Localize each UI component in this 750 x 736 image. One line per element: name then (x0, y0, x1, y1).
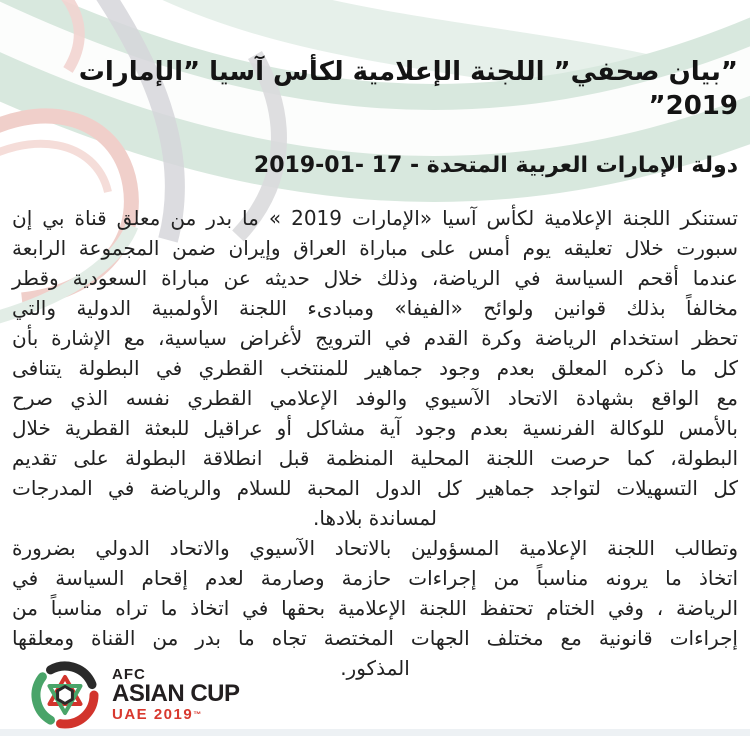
body-line: الرياضة ، وفي الختام تحتفظ اللجنة الإعلامية بحقها في اتخاذ ما تراه مناسباً من (12, 596, 738, 621)
logo-afc-text: AFC (112, 666, 146, 683)
body-line-closing: لمساندة بلادها. (313, 506, 437, 531)
press-release-body (12, 203, 738, 683)
body-line-closing: المذكور. (340, 656, 410, 681)
logo-uae-2019-text (112, 706, 240, 723)
body-line: اتخاذ ما يرونه مناسباً من إجراءات حازمة وصارمة لعدم إقحام السياسة في (12, 566, 738, 591)
logo-wordmark (112, 667, 240, 723)
body-line: البطولة، كما حرصت اللجنة المحلية المنظمة قبل انطلاقة البطولة على تقديم (12, 446, 738, 471)
body-line: إجراءات قانونية مع مختلف الجهات المختصة تجاه ما بدر من القناة ومعلقها (12, 626, 738, 651)
body-line: عندما أقحم السياسة في الرياضة، وذلك خلال حديثه عن مباراة السعودية وقطر (12, 266, 738, 291)
afc-emblem-icon (28, 658, 102, 732)
body-line: كل التسهيلات لتواجد جماهير كل الدول المحبة للسلام والرياضة في المدرجات (12, 476, 738, 501)
dateline: دولة الإمارات العربية المتحدة - 17 -01-2019 (253, 152, 738, 178)
logo-asian-cup-text: ASIAN CUP (112, 680, 240, 707)
trademark-symbol: ™ (193, 710, 202, 719)
press-release-content (0, 56, 750, 683)
body-line: وتطالب اللجنة الإعلامية المسؤولين بالاتحاد الآسيوي والاتحاد الدولي بضرورة (12, 536, 738, 561)
body-line: تستنكر اللجنة الإعلامية لكأس آسيا «الإمارات 2019 » ما بدر من معلق قناة بي إن (12, 206, 738, 231)
afc-asian-cup-logo (28, 658, 240, 732)
body-line: تحظر استخدام الرياضة وكرة القدم في الترويج لأغراض سياسية، مع الإشارة بأن (12, 326, 738, 351)
logo-uae-2019-label: UAE 2019 (112, 706, 194, 723)
page-title: ”بيان صحفي” اللجنة الإعلامية لكأس آسيا ”الإمارات 2019” (78, 57, 738, 121)
body-line: بالأمس للوكالة الفرنسية بعدم وجود آية مشاكل أو عراقيل للبعثة القطرية خلال (12, 416, 738, 441)
body-line: مع الواقع بشهادة الاتحاد الآسيوي والوفد الإعلامي القطري نفسه الذي صرح (12, 386, 738, 411)
body-line: مخالفاً بذلك قوانين ولوائح «الفيفا» ومبادىء اللجنة الأولمبية الدولية والتي (12, 296, 738, 321)
body-line: سبورت خلال تعليقه يوم أمس على مباراة العراق وإيران ضمن المجموعة الرابعة (12, 236, 738, 261)
body-line: كل ما ذكره المعلق بعدم وجود جماهير للمنتخب القطري في البطولة يتنافى (12, 356, 738, 381)
